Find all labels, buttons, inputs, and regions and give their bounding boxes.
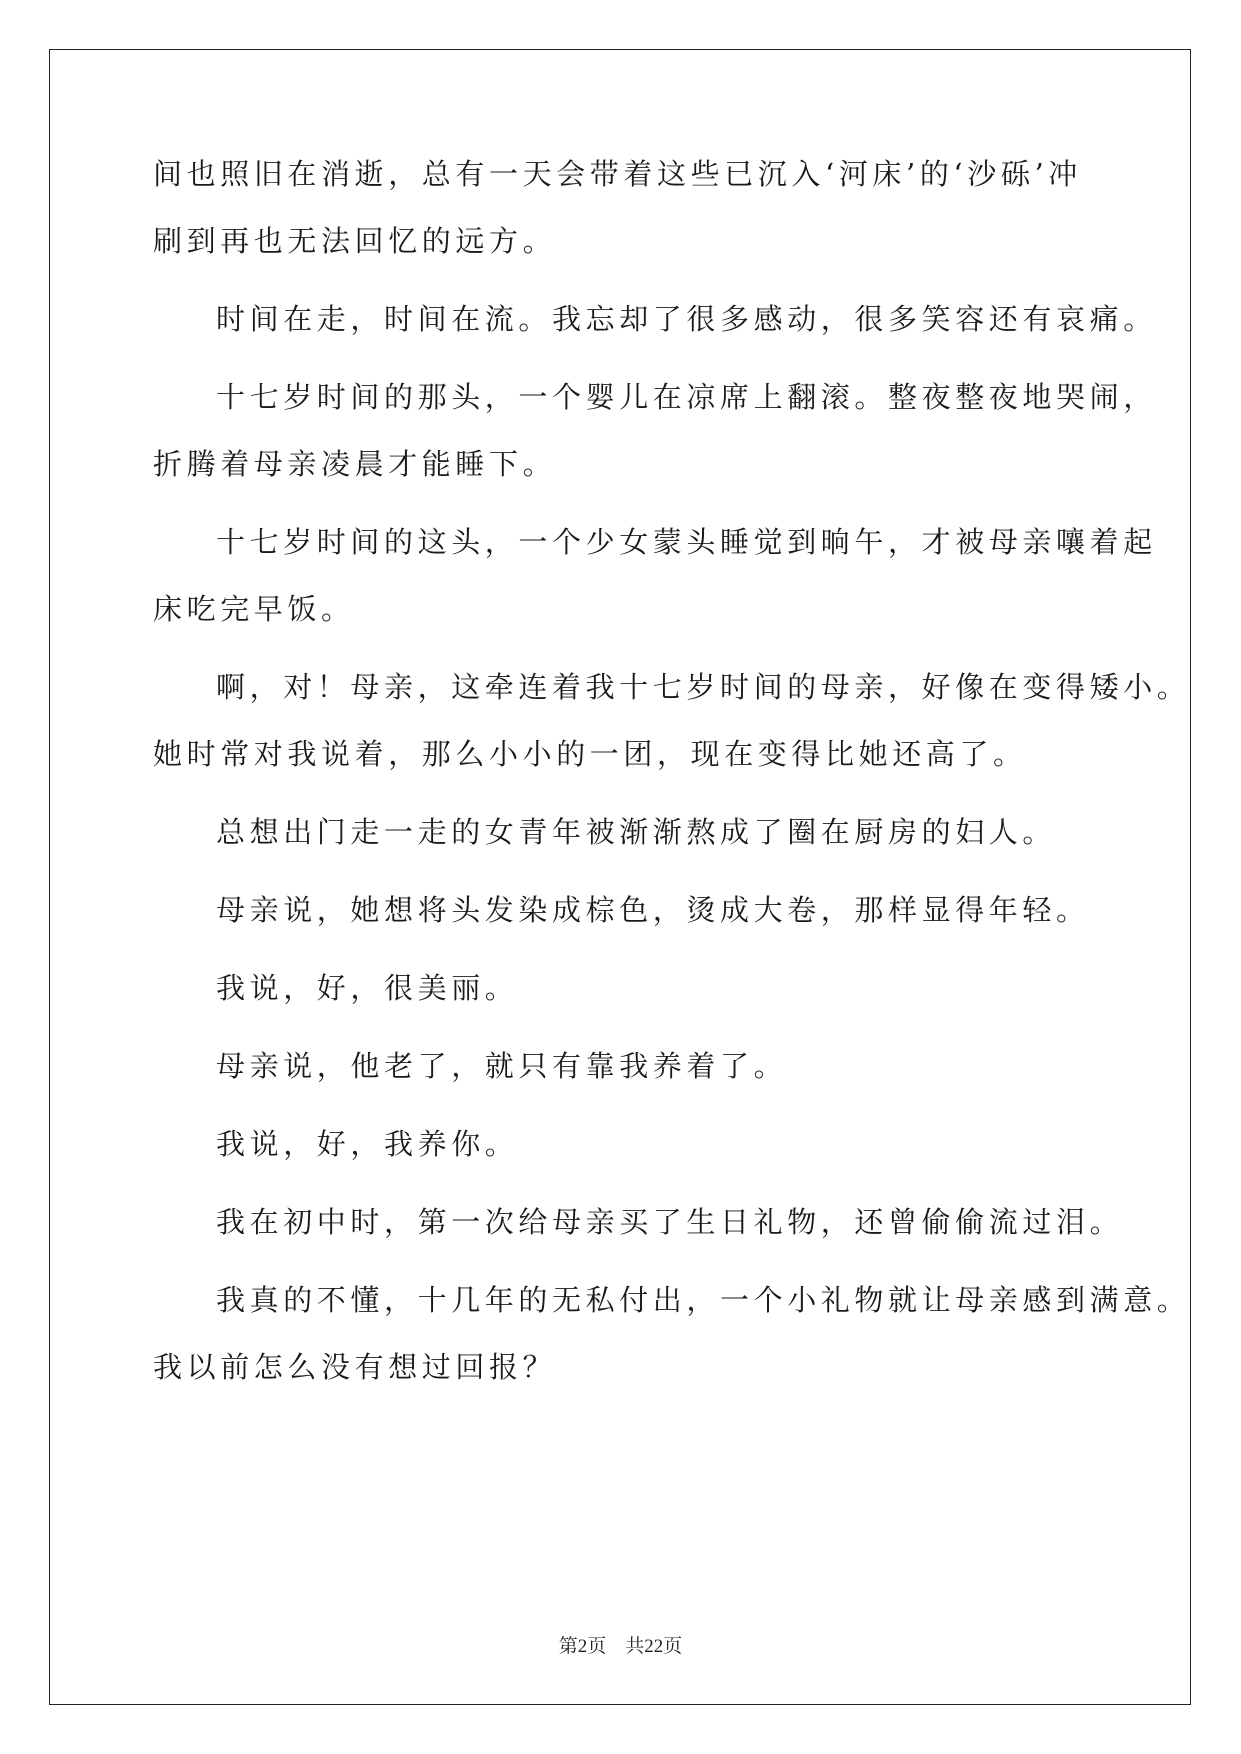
text-line-17: 我以前怎么没有想过回报？ xyxy=(153,1350,557,1384)
text-line-5: 折腾着母亲凌晨才能睡下。 xyxy=(153,447,557,481)
footer-spacer xyxy=(606,1636,625,1657)
text-line-14: 我说，好，我养你。 xyxy=(216,1127,519,1161)
text-line-1: 间也照旧在消逝，总有一天会带着这些已沉入‘河床’的‘沙砾’冲 xyxy=(153,157,1082,191)
text-line-4: 十七岁时间的那头，一个婴儿在凉席上翻滚。整夜整夜地哭闹， xyxy=(216,380,1157,414)
text-line-11: 母亲说，她想将头发染成棕色，烫成大卷，那样显得年轻。 xyxy=(216,893,1090,927)
text-line-7: 床吃完早饭。 xyxy=(153,592,355,626)
text-line-10: 总想出门走一走的女青年被渐渐熬成了圈在厨房的妇人。 xyxy=(216,815,1057,849)
text-line-12: 我说，好，很美丽。 xyxy=(216,971,519,1005)
page-total: 共22页 xyxy=(625,1636,683,1657)
page-number: 第2页 xyxy=(558,1636,607,1657)
text-line-2: 刷到再也无法回忆的远方。 xyxy=(153,224,557,258)
text-line-3: 时间在走，时间在流。我忘却了很多感动，很多笑容还有哀痛。 xyxy=(216,302,1157,336)
text-line-15: 我在初中时，第一次给母亲买了生日礼物，还曾偷偷流过泪。 xyxy=(216,1205,1124,1239)
text-line-8: 啊，对！母亲，这牵连着我十七岁时间的母亲，好像在变得矮小。 xyxy=(216,670,1191,704)
text-line-6: 十七岁时间的这头，一个少女蒙头睡觉到晌午，才被母亲嚷着起 xyxy=(216,525,1157,559)
page-footer xyxy=(0,1631,1241,1658)
text-line-16: 我真的不懂，十几年的无私付出，一个小礼物就让母亲感到满意。 xyxy=(216,1283,1191,1317)
page-border xyxy=(49,49,1191,1705)
text-line-13: 母亲说，他老了，就只有靠我养着了。 xyxy=(216,1049,788,1083)
text-line-9: 她时常对我说着，那么小小的一团，现在变得比她还高了。 xyxy=(153,737,1027,771)
